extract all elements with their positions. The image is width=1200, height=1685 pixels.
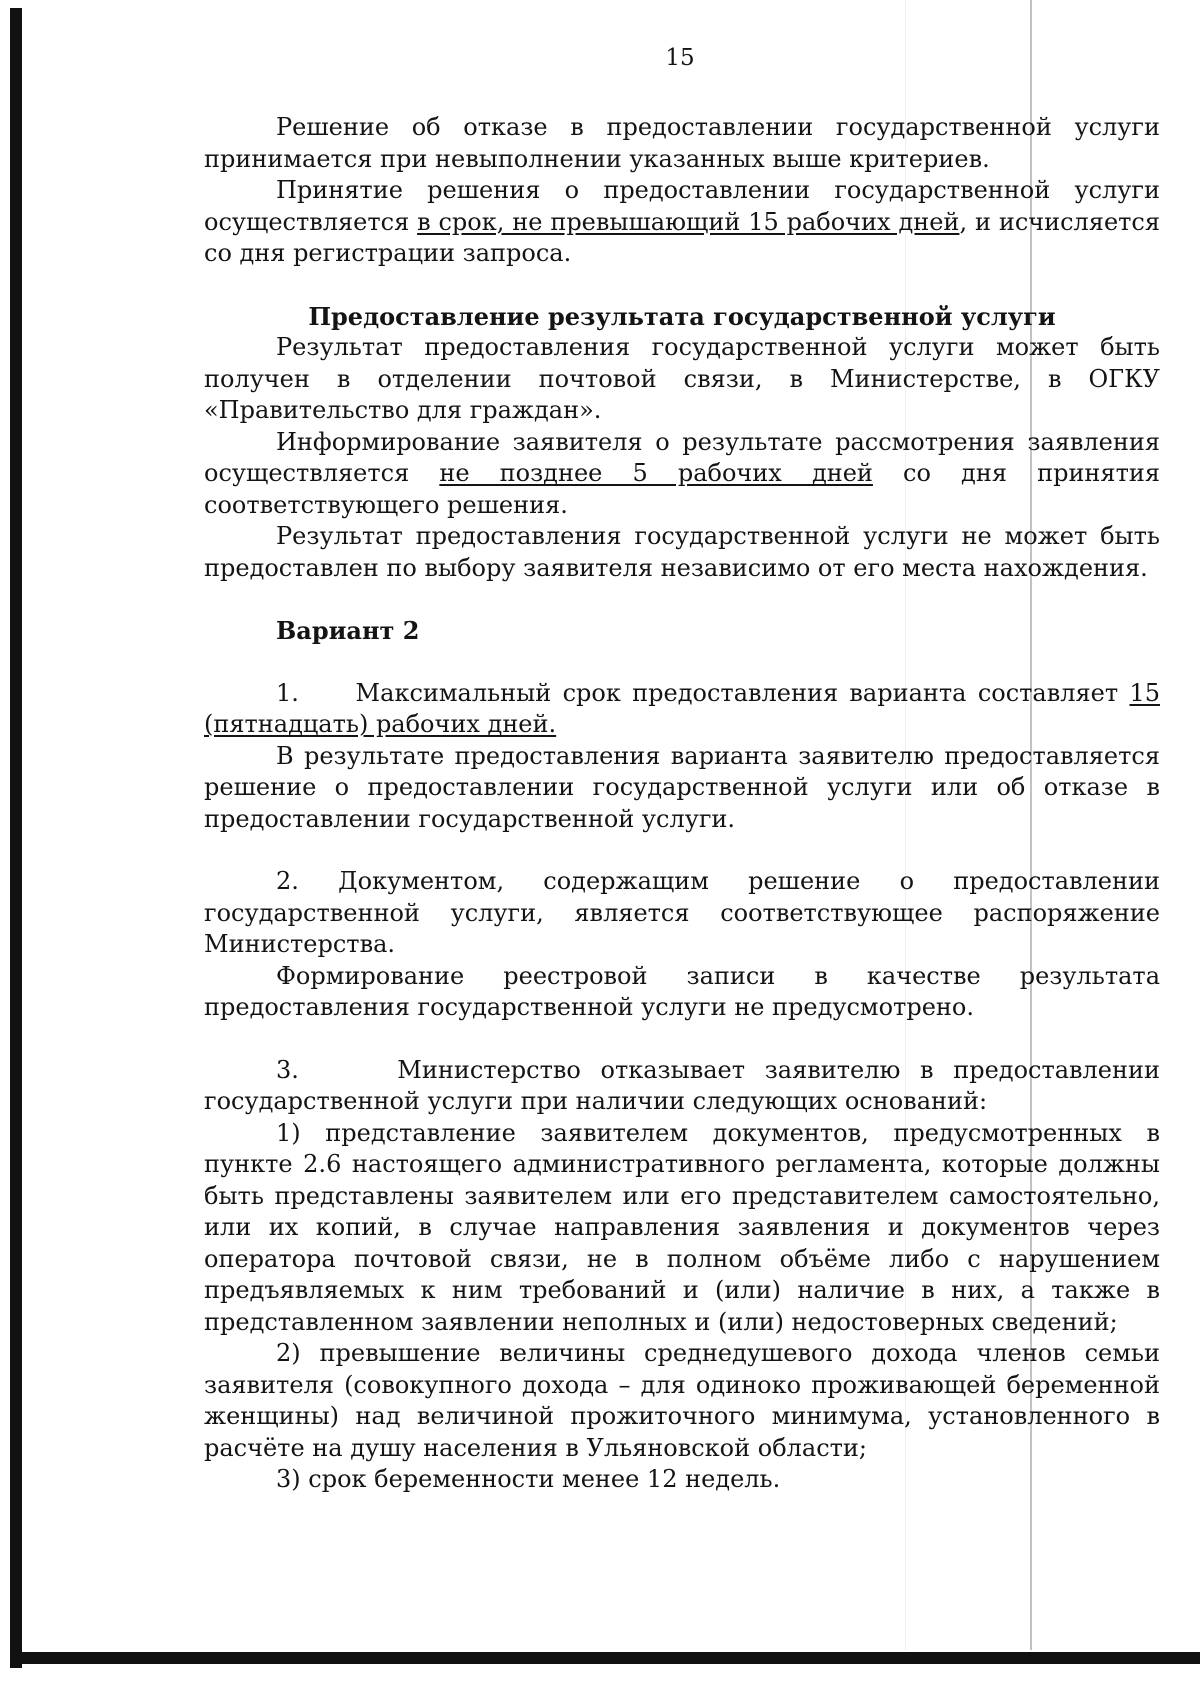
- paragraph-registry-record: Формирование реестровой записи в качестве результата предоставления государственной услуги не предусмотрено.: [204, 961, 1160, 1021]
- paragraph-variant-result: В результате предоставления варианта заявителю предоставляется решение о предоставлении государственной услуги или об отказе в предоставлении государственной услуги.: [204, 741, 1160, 833]
- scan-border-bottom: [10, 1652, 1200, 1664]
- scan-border-left: [10, 8, 22, 1668]
- page-number: 15: [665, 45, 695, 71]
- paragraph-notification-pre: Информирование заявителя о результате рассмотрения заявления осуществляется: [204, 427, 1160, 487]
- paragraph-notification: [204, 427, 1160, 522]
- decision-term-underlined: в срок, не превышающий 15 рабочих дней: [417, 207, 960, 236]
- paragraph-result-channels: Результат предоставления государственной услуги может быть получен в отделении почтовой связи, в Министерстве, в ОГКУ «Правительство для граждан».: [204, 333, 1160, 424]
- variant-title: Вариант 2: [276, 616, 420, 645]
- paragraph-variant-max-term-pre: 1. Максимальный срок предоставления варианта составляет: [276, 678, 1130, 707]
- paragraph-refusal-decision: Решение об отказе в предоставлении государственной услуги принимается при невыполнении указанных выше критериев.: [204, 113, 1160, 173]
- list-item-ground-3: 3) срок беременности менее 12 недель.: [276, 1465, 781, 1493]
- paragraph-refusal-grounds: 3. Министерство отказывает заявителю в предоставлении государственной услуги при наличии следующих оснований:: [204, 1055, 1160, 1115]
- paragraph-result-location: Результат предоставления государственной услуги не может быть предоставлен по выбору заявителя независимо от его места нахождения.: [204, 522, 1160, 582]
- paragraph-decision-term-post: , и исчисляется со дня регистрации запроса.: [204, 207, 1161, 267]
- notification-term-underlined: не позднее 5 рабочих дней: [439, 459, 873, 487]
- paragraph-notification-post: со дня принятия соответствующего решения.: [204, 459, 1160, 519]
- document-body: [204, 112, 1160, 1496]
- paragraph-decision-term: [204, 175, 1160, 270]
- variant-max-term-underlined: 15 (пятнадцать) рабочих дней.: [204, 678, 1160, 738]
- paragraph-variant-max-term: [204, 678, 1160, 741]
- paragraph-document-decision: 2. Документом, содержащим решение о предоставлении государственной услуги, является соответствующее распоряжение Министерства.: [204, 867, 1160, 958]
- list-item-ground-1: 1) представление заявителем документов, предусмотренных в пункте 2.6 настоящего административного регламента, которые должны быть представлены заявителем или его представителем самостоятельно, или их копий, в случае направления заявления и документов через оператора почтовой связи, не в полном объёме либо с нарушением предъявляемых к ним требований и (или) наличие в них, а также в представленном заявлении неполных и (или) недостоверных сведений;: [204, 1118, 1160, 1336]
- paragraph-decision-term-pre: Принятие решения о предоставлении государственной услуги осуществляется: [204, 176, 1160, 236]
- list-item-ground-2: 2) превышение величины среднедушевого дохода членов семьи заявителя (совокупного дохода – для одиноко проживающей беременной женщины) над величиной прожиточного минимума, установленного в расчёте на душу населения в Ульяновской области;: [204, 1339, 1160, 1462]
- heading-result-provision: Предоставление результата государственной услуги: [308, 301, 1056, 331]
